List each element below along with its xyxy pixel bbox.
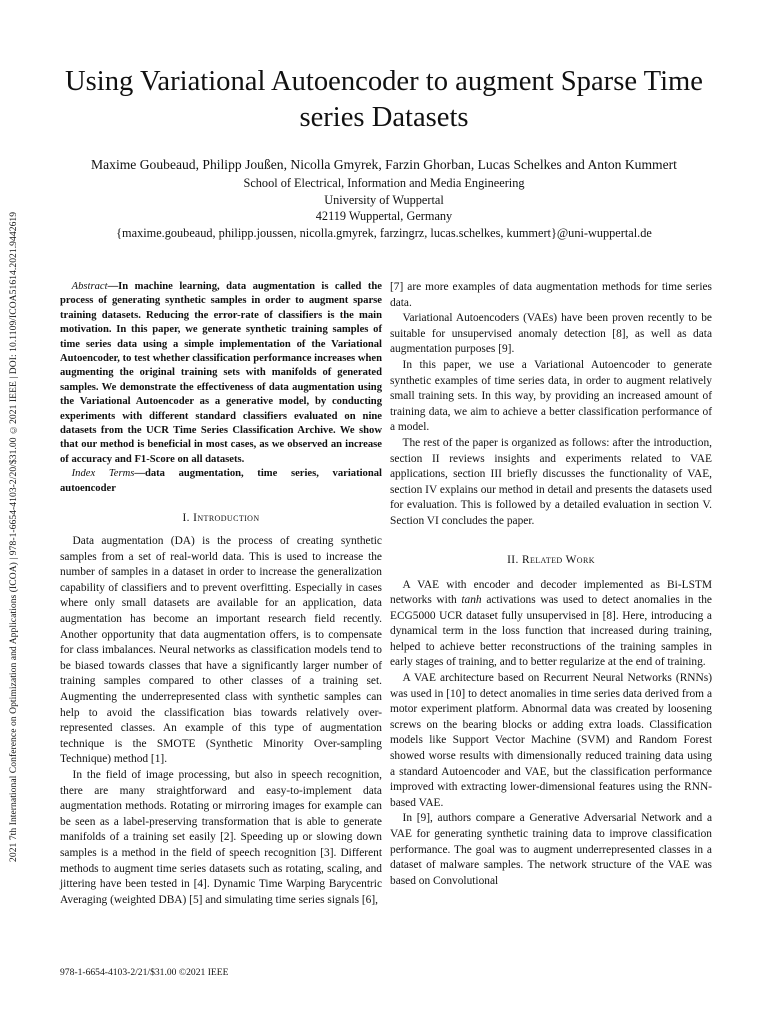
- intro-paragraph-5: The rest of the paper is organized as follows: after the introduction, section II reviews insights and experiments related to VAE applications, section III briefly discusses the functionality of VAE, section IV explains our method in detail and presents the datasets used for evaluation. This is followed by a detailed evaluation in section V. Section VI concludes the paper.: [390, 436, 712, 527]
- intro-paragraph-4: In this paper, we use a Variational Autoencoder to generate synthetic examples of time series data, in order to augment relatively small training sets. In this way, by providing an increased amount of training data, we aim to achieve a better classification performance of a model.: [390, 358, 712, 434]
- related-paragraph-2: A VAE architecture based on Recurrent Neural Networks (RNNs) was used in [10] to detect anomalies in time series data derived from a motor experiment platform. Abnormal data was created by loosening screws on the bearing blocks or adding extra loads. Classification models like Support Vector Machine (SVM) and Random Forest showed worse results with dimensionally reduced training data using a standard Autoencoder and VAE, but the classification performance improved with extracting lower-dimensional features using the RNN-based VAE.: [390, 672, 712, 809]
- affiliation-university: University of Wuppertal: [324, 192, 444, 207]
- left-column: [60, 280, 382, 908]
- conference-side-note: 2021 7th International Conference on Optimization and Applications (ICOA) | 978-1-6654-4103-2/20/$31.00 ©2021 IEEE | DOI: 10.1109/ICOA51614.2021.9442619: [8, 211, 19, 862]
- intro-paragraph-1: Data augmentation (DA) is the process of creating synthetic samples from a set of real-world data. This is used to increase the number of samples in a dataset in order to increase the generalization capability of classifiers and to prevent overfitting. Especially in cases where only small datasets are available for an application, data augmentation has become an important research field recently. Another opportunity that data augmentation offers, is to compensate for class imbalances. Neural networks as classification models tend to be biased towards classes that have a significantly larger number of training samples compared to other classes of a training set. Augmenting the underrepresented class with synthetic samples can help to avoid the classification bias towards relatively over-represented classes. An example of this type of augmentation technique is the SMOTE (Synthetic Minority Over-sampling Technique) method [1].: [60, 535, 382, 766]
- paper-title: Using Variational Autoencoder to augment Sparse Time series Datasets: [65, 66, 703, 133]
- abstract: [60, 280, 382, 467]
- intro-paragraph-2: In the field of image processing, but also in speech recognition, there are many straightforward and easy-to-implement data augmentation methods. Rotating or mirroring images for example can be seen as a label-preserving transformation that is able to generate manifolds of a training set easily [2]. Speeding up or slowing down samples is a method in the field of speech recognition [3]. Different methods to augment time series datasets such as rotating, scaling, and jittering have been tested in [4]. Dynamic Time Warping Barycentric Averaging (weighted DBA) [5] and simulating time series signals [6],: [60, 769, 382, 906]
- index-terms-lead: Index Terms: [71, 468, 135, 480]
- affiliation-city: 42119 Wuppertal, Germany: [315, 209, 453, 223]
- index-terms-text: —data augmentation, time series, variational autoencoder: [60, 468, 382, 494]
- right-column: [390, 280, 712, 889]
- affiliation-school: School of Electrical, Information and Media Engineering: [243, 176, 525, 190]
- author-block: [40, 156, 728, 241]
- author-list: Maxime Goubeaud, Philipp Joußen, Nicolla Gmyrek, Farzin Ghorban, Lucas Schelkes and Anton Kummert: [91, 157, 677, 172]
- related-paragraph-3: In [9], authors compare a Generative Adversarial Network and a VAE for generating synthetic training data to improve classification performance. The goal was to augment underrepresented classes in a dataset of malware samples. The network structure of the VAE was based on Convolutional: [390, 812, 712, 887]
- intro-paragraph-2-continued: [7] are more examples of data augmentation methods for time series data.: [390, 281, 712, 309]
- copyright-footer: 978-1-6654-4103-2/21/$31.00 ©2021 IEEE: [60, 967, 229, 978]
- related-paragraph-1: [390, 578, 712, 672]
- tanh-math: tanh: [461, 594, 482, 607]
- intro-paragraph-3: Variational Autoencoders (VAEs) have been proven recently to be suitable for unsupervised anomaly detection [8], as well as data augmentation purposes [9].: [390, 312, 712, 356]
- related-paragraph-1-end: activations was used to detect anomalies in the ECG5000 UCR dataset fully unsupervised in [8]. Here, introducing a dynamical term in the loss function that increased during training, helped to achieve better reconstructions of the training samples in early stages of training, and to better regularize at the end of training.: [390, 594, 712, 669]
- abstract-lead: Abstract: [71, 281, 108, 292]
- related-paragraph-1-start: A VAE with encoder and decoder implemented as Bi-LSTM networks with: [390, 578, 712, 607]
- section-heading-introduction: I. Introduction: [182, 512, 260, 525]
- index-terms: [60, 467, 382, 496]
- author-emails: {maxime.goubeaud, philipp.joussen, nicolla.gmyrek, farzingrz, lucas.schelkes, kummert}@uni-wuppertal.de: [116, 225, 652, 240]
- section-heading-related-work: II. Related Work: [507, 553, 595, 566]
- abstract-text: —In machine learning, data augmentation is called the process of generating synthetic samples in order to augment sparse training datasets. Reducing the error-rate of classifiers is the main motivation. In this paper, we generate synthetic training samples of time series data using a simple implementation of the Variational Autoencoder, to test whether classification performance increases when augmenting the original training sets with manifolds of generated samples. We demonstrate the effectiveness of data augmentation using the Variational Autoencoder as a generative model, by conducting experiments with different standard classifiers evaluated on nine datasets from the UCR Time Series Classification Archive. We show that our method is beneficial in most cases, as we observed an increase of accuracy and F1-Score on all datasets.: [60, 281, 382, 465]
